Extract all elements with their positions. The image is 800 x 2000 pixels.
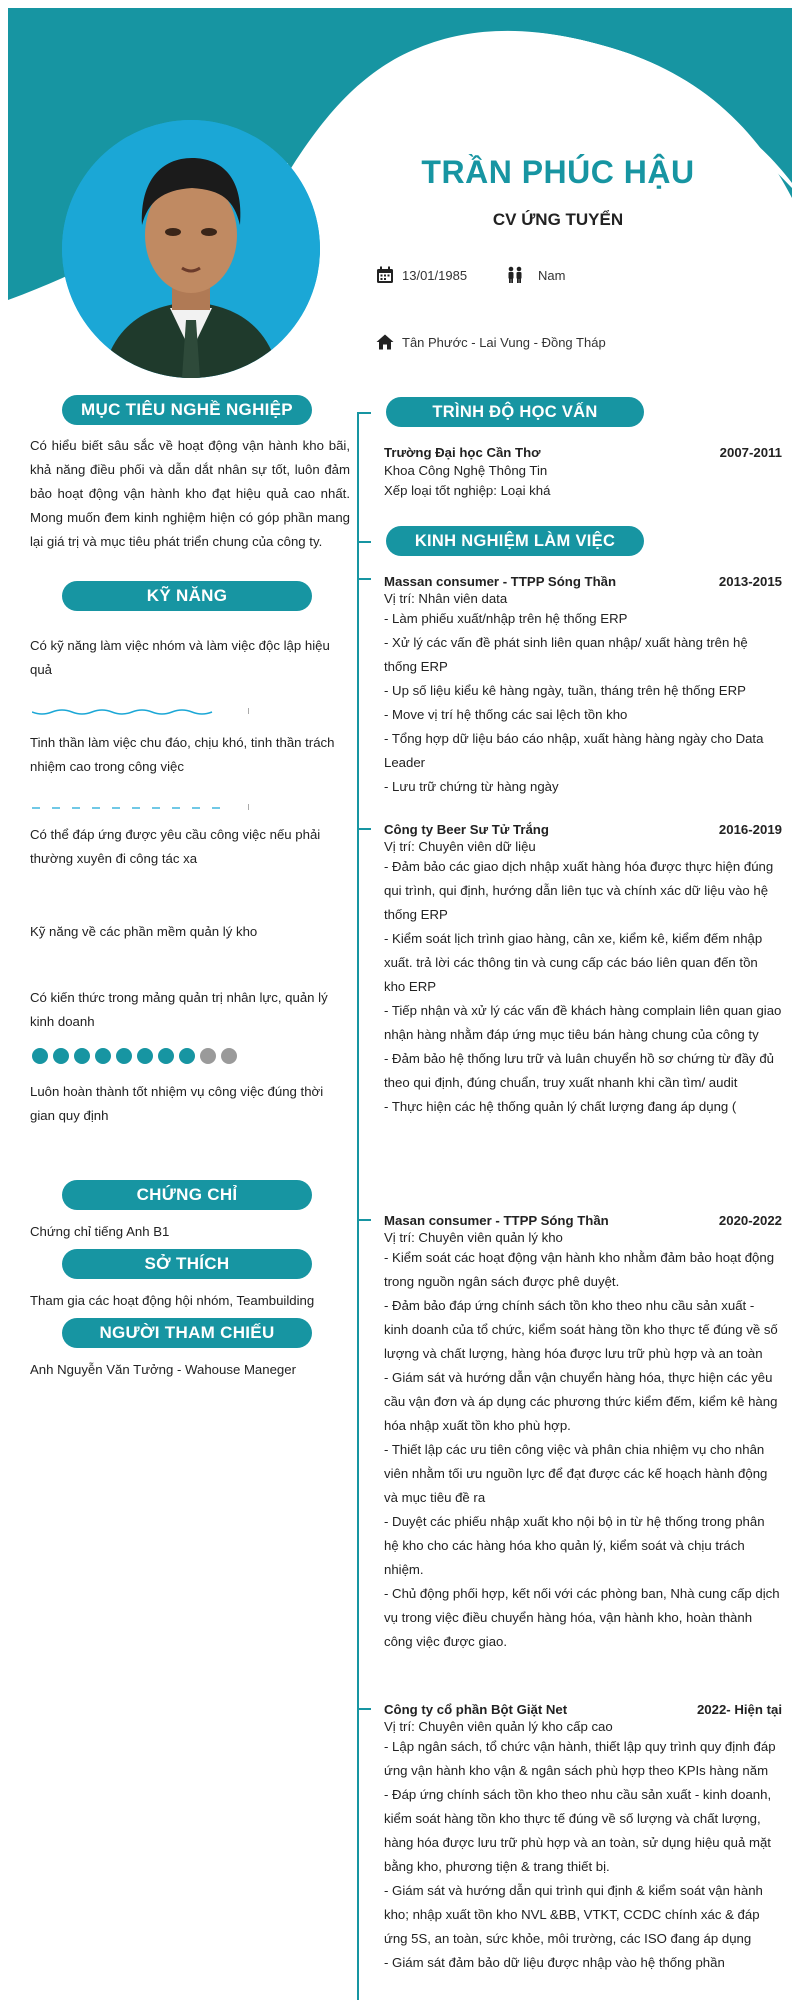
job-position: Vị trí: Chuyên viên quản lý kho	[384, 1230, 563, 1245]
timeline-tick	[357, 541, 371, 543]
skill-item-2: Tinh thần làm việc chu đáo, chịu khó, tinh thần trách nhiệm cao trong công việc	[30, 735, 335, 774]
skills-heading: KỸ NĂNG	[62, 581, 312, 611]
gender-info	[506, 266, 565, 284]
address-info	[376, 334, 606, 350]
skill-item-6: Luôn hoàn thành tốt nhiệm vụ công việc đúng thời gian quy định	[30, 1084, 324, 1123]
rating-dot-filled	[179, 1048, 195, 1064]
profile-photo	[62, 120, 320, 378]
education-heading: TRÌNH ĐỘ HỌC VẤN	[386, 397, 644, 427]
timeline-tick	[357, 828, 371, 830]
job-entry	[384, 1212, 782, 1654]
rating-dot-filled	[116, 1048, 132, 1064]
school-name: Trường Đại học Cần Thơ	[384, 445, 541, 460]
hobbies-heading: SỞ THÍCH	[62, 1249, 312, 1279]
skill-item-3: Có thể đáp ứng được yêu cầu công việc nếu phải thường xuyên đi công tác xa	[30, 827, 321, 866]
experience-heading: KINH NGHIỆM LÀM VIỆC	[386, 526, 644, 556]
skill-rating-2	[32, 804, 252, 812]
job-period: 2016-2019	[718, 822, 782, 837]
faculty-text: Khoa Công Nghệ Thông Tin	[384, 463, 548, 478]
timeline-tick	[357, 1708, 371, 1710]
job-position: Vị trí: Chuyên viên dữ liệu	[384, 839, 536, 854]
education-entry	[384, 444, 782, 501]
candidate-name: TRẦN PHÚC HẬU	[421, 154, 695, 190]
job-entry	[384, 821, 782, 1119]
job-period: 2022- Hiện tại	[696, 1702, 782, 1717]
job-details: - Kiểm soát các hoạt động vận hành kho nhằm đảm bảo hoạt động trong nguồn ngân sách được phê duyệt. - Đảm bảo đáp ứng chính sách tồn kho theo nhu cầu sản xuất - kinh doanh của tổ chức, kiểm soát hàng tồn kho thực tế đúng về số lượng và chất lượng, hàng hóa được lưu trữ phù hợp và an toàn - Giám sát và hướng dẫn vận chuyển hàng hóa, thực hiện các yêu cầu vận đơn và áp dụng các phương thức kiểm đếm, kiểm kê hàng hóa nhập xuất tồn kho phù hợp. - Thiết lập các ưu tiên công việc và phân chia nhiệm vụ cho nhân viên nhằm tối ưu nguồn lực để đạt được các kế hoạch hành động và mục tiêu đề ra - Duyệt các phiếu nhập xuất kho nội bộ in từ hệ thống trong phân hệ kho cho các hàng hóa kho quản lý, kiểm soát và chịu trách nhiệm. - Chủ động phối hợp, kết nối với các phòng ban, Nhà cung cấp dịch vụ trong việc điều chuyển hàng hóa, vận hành kho, hoàn thành công việc được giao.	[384, 1250, 780, 1649]
skill-rating-1	[32, 708, 252, 716]
rating-dot-filled	[158, 1048, 174, 1064]
skill-rating-5	[32, 1048, 237, 1064]
rating-dot-empty	[200, 1048, 216, 1064]
references-heading: NGƯỜI THAM CHIẾU	[62, 1318, 312, 1348]
cv-subtitle: CV ỨNG TUYỂN	[492, 210, 624, 229]
skill-item-4: Kỹ năng về các phần mềm quản lý kho	[30, 924, 258, 939]
timeline-tick	[357, 578, 371, 580]
grade-text: Xếp loại tốt nghiệp: Loại khá	[384, 483, 551, 498]
objective-heading: MỤC TIÊU NGHỀ NGHIỆP	[62, 395, 312, 425]
job-details: - Đảm bảo các giao dịch nhập xuất hàng hóa được thực hiện đúng qui trình, qui định, hướng dẫn liên tục và chính xác dữ liệu vào hệ thống ERP - Kiểm soát lịch trình giao hàng, cân xe, kiểm kê, kiểm đếm nhập xuất. trả lời các thông tin và cung cấp các báo liên quan đến tồn kho ERP - Tiếp nhận và xử lý các vấn đề khách hàng complain liên quan giao nhận hàng nhằm đáp ứng mục tiêu bán hàng chung của công ty - Đảm bảo hệ thống lưu trữ và luân chuyển hồ sơ chứng từ đầy đủ theo qui định, đúng chuẩn, truy xuất nhanh khi cần tìm/ audit - Thực hiện các hệ thống quản lý chất lượng đang áp dụng (	[384, 859, 782, 1114]
references-text: Anh Nguyễn Văn Tưởng - Wahouse Maneger	[30, 1362, 296, 1377]
timeline-line	[357, 412, 359, 2000]
timeline-tick	[357, 1219, 371, 1221]
address-text: Tân Phước - Lai Vung - Đồng Tháp	[402, 334, 606, 350]
gender-text: Nam	[538, 267, 566, 283]
job-company: Công ty Beer Sư Tử Trắng	[384, 822, 549, 837]
job-entry	[384, 1701, 782, 1975]
job-entry	[384, 573, 782, 799]
rating-dot-filled	[95, 1048, 111, 1064]
home-icon	[376, 334, 394, 350]
calendar-icon	[376, 266, 394, 284]
job-company: Masan consumer - TTPP Sóng Thần	[384, 1213, 609, 1228]
job-period: 2013-2015	[718, 574, 782, 589]
education-period: 2007-2011	[719, 445, 782, 460]
rating-dot-empty	[221, 1048, 237, 1064]
hobbies-text: Tham gia các hoạt động hội nhóm, Teambuilding	[30, 1293, 315, 1308]
certificates-text: Chứng chỉ tiếng Anh B1	[30, 1224, 170, 1239]
rating-dot-filled	[32, 1048, 48, 1064]
job-details: - Lập ngân sách, tổ chức vận hành, thiết lập quy trình quy định đáp ứng vận hành kho vận & ngân sách phù hợp theo KPIs hàng năm - Đáp ứng chính sách tồn kho theo nhu cầu sản xuất - kinh doanh, kiểm soát hàng tồn kho thực tế đúng về số lượng và chất lượng, hàng hóa được lưu trữ phù hợp và an toàn, sử dụng hiệu quả mặt bằng kho, phương tiện & trang thiết bị. - Giám sát và hướng dẫn qui trình qui định & kiểm soát vận hành kho; nhập xuất tồn kho NVL &BB, VTKT, CCDC chính xác & đáp ứng 5S, an toàn, sức khỏe, môi trường, các ISO đang áp dụng - Giám sát đảm bảo dữ liệu được nhập vào hệ thống phần	[384, 1739, 776, 1970]
job-position: Vị trí: Nhân viên data	[384, 591, 508, 606]
job-company: Massan consumer - TTPP Sóng Thần	[384, 574, 617, 589]
birthdate-info	[376, 266, 467, 284]
skill-item-5: Có kiến thức trong mảng quản trị nhân lực, quản lý kinh doanh	[30, 990, 328, 1029]
rating-dot-filled	[53, 1048, 69, 1064]
certificates-heading: CHỨNG CHỈ	[62, 1180, 312, 1210]
birthdate-text: 13/01/1985	[402, 267, 468, 283]
job-period: 2020-2022	[718, 1213, 782, 1228]
timeline-tick	[357, 412, 371, 414]
rating-dot-filled	[137, 1048, 153, 1064]
job-position: Vị trí: Chuyên viên quản lý kho cấp cao	[384, 1719, 613, 1734]
cv-page	[8, 8, 792, 2000]
job-details: - Làm phiếu xuất/nhập trên hệ thống ERP - Xử lý các vấn đề phát sinh liên quan nhập/ xuất hàng trên hệ thống ERP - Up số liệu kiểu kê hàng ngày, tuần, tháng trên hệ thống ERP - Move vị trí hệ thống các sai lệch tồn kho - Tổng hợp dữ liệu báo cáo nhập, xuất hàng hàng ngày cho Data Leader - Lưu trữ chứng từ hàng ngày	[384, 611, 764, 794]
skill-item-1: Có kỹ năng làm việc nhóm và làm việc độc lập hiệu quả	[30, 638, 330, 677]
job-company: Công ty cổ phần Bột Giặt Net	[384, 1702, 568, 1717]
people-icon	[506, 266, 524, 284]
rating-dot-filled	[74, 1048, 90, 1064]
objective-text: Có hiểu biết sâu sắc về hoạt động vận hành kho bãi, khả năng điều phối và dẫn dắt nhân sự tốt, luôn đảm bảo hoạt động vận hành kho đạt hiệu quả cao nhất. Mong muốn đem kinh nghiệm hiện có góp phần mang lại giá trị và mục tiêu phát triển chung của công ty.	[30, 438, 350, 549]
